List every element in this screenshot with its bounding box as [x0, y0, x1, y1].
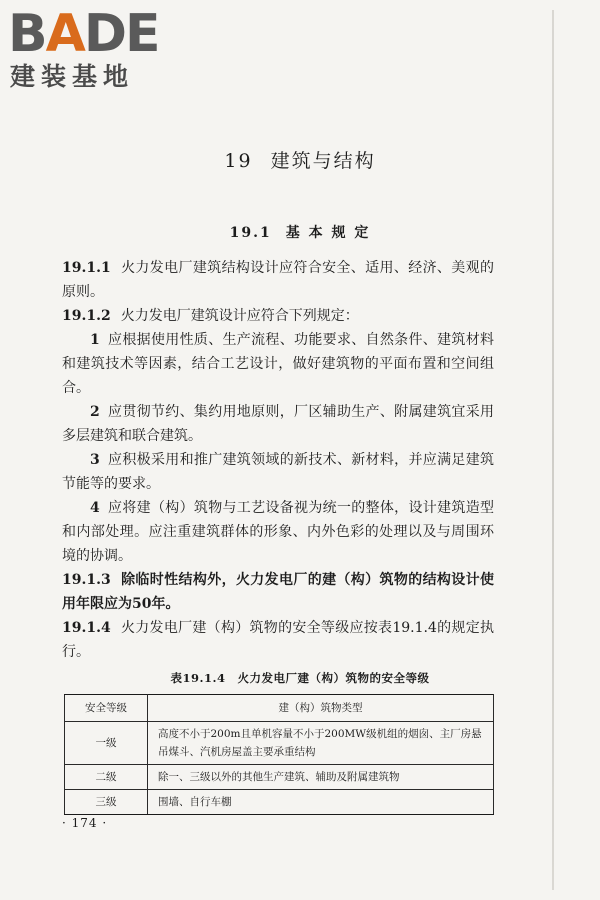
clause-19-1-4 [62, 616, 494, 664]
logo-letter-b: B [8, 4, 46, 64]
table-caption-title: 火力发电厂建（构）筑物的安全等级 [237, 671, 430, 685]
logo [8, 6, 176, 94]
logo-subtitle: 建装基地 [10, 62, 135, 91]
clause-item [62, 448, 494, 496]
table-cell-type: 高度不小于200m且单机容量不小于200MW级机组的烟囱、主厂房悬吊煤斗、汽机房屋盖主要承重结构 [148, 722, 494, 765]
table-cell-grade: 三级 [65, 790, 148, 815]
chapter-heading [0, 146, 600, 173]
table-cell-grade: 二级 [65, 765, 148, 790]
table-row [65, 722, 494, 765]
table-caption [0, 670, 600, 686]
clause-number: 19.1.4 [62, 620, 111, 636]
clause-19-1-1 [62, 256, 494, 304]
clause-item [62, 496, 494, 568]
logo-letters-de: DE [83, 4, 159, 64]
logo-wordmark [8, 6, 159, 62]
table-row [65, 765, 494, 790]
chapter-title: 建筑与结构 [270, 150, 376, 172]
table-header-cell: 安全等级 [65, 695, 148, 722]
clause-text: 火力发电厂建筑结构设计应符合安全、适用、经济、美观的原则。 [62, 260, 494, 300]
clause-19-1-3 [62, 568, 494, 616]
table-header-cell: 建（构）筑物类型 [148, 695, 494, 722]
clause-number: 19.1.2 [62, 308, 111, 324]
chapter-number: 19 [224, 150, 253, 172]
logo-letter-a: A [45, 4, 84, 64]
item-text: 应根据使用性质、生产流程、功能要求、自然条件、建筑材料和建筑技术等因素，结合工艺设计，做好建筑物的平面布置和空间组合。 [62, 332, 494, 396]
clause-text: 火力发电厂建筑设计应符合下列规定： [120, 308, 359, 324]
item-number: 3 [90, 452, 100, 468]
section-heading [0, 222, 600, 242]
clause-number: 19.1.1 [62, 260, 111, 276]
page-number: · 174 · [62, 816, 108, 830]
section-title: 基 本 规 定 [285, 225, 371, 241]
table-caption-number: 表19.1.4 [170, 671, 226, 685]
clause-text: 火力发电厂建（构）筑物的安全等级应按表19.1.4的规定执行。 [62, 620, 494, 660]
item-number: 4 [90, 500, 100, 516]
clause-19-1-2 [62, 304, 494, 328]
table-cell-type: 除一、三级以外的其他生产建筑、辅助及附属建筑物 [148, 765, 494, 790]
section-number: 19.1 [229, 225, 272, 241]
page-edge-line [552, 10, 554, 890]
item-text: 应将建（构）筑物与工艺设备视为统一的整体，设计建筑造型和内部处理。应注重建筑群体的形象、内外色彩的处理以及与周围环境的协调。 [62, 500, 494, 564]
clause-number: 19.1.3 [62, 572, 111, 588]
item-number: 1 [90, 332, 100, 348]
table-cell-grade: 一级 [65, 722, 148, 765]
item-text: 应积极采用和推广建筑领域的新技术、新材料，并应满足建筑节能等的要求。 [62, 452, 494, 492]
table-cell-type: 围墙、自行车棚 [148, 790, 494, 815]
clause-text: 除临时性结构外，火力发电厂的建（构）筑物的结构设计使用年限应为50年。 [62, 572, 494, 612]
table-row [65, 790, 494, 815]
safety-grade-table [64, 694, 494, 815]
table-header-row [65, 695, 494, 722]
clause-item [62, 328, 494, 400]
clause-item [62, 400, 494, 448]
item-number: 2 [90, 404, 100, 420]
item-text: 应贯彻节约、集约用地原则，厂区辅助生产、附属建筑宜采用多层建筑和联合建筑。 [62, 404, 494, 444]
document-body [62, 256, 494, 664]
